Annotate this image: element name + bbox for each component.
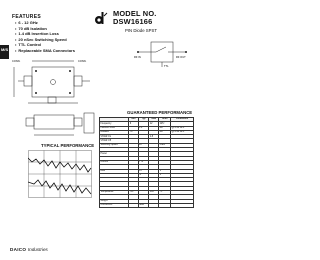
spec-cell (159, 203, 171, 207)
feature-item: • 70 dB Isolation (18, 26, 75, 32)
feature-item: • Replaceable SMA Connectors (18, 48, 75, 54)
outline-drawing (10, 53, 98, 141)
footer-brand (10, 247, 48, 252)
features-list (18, 20, 75, 54)
spec-cell: GHz (159, 122, 171, 126)
spec-column-header: Max (149, 118, 159, 122)
spec-cell: °C (159, 191, 171, 195)
spec-cell: VSWR On (100, 135, 129, 139)
spec-cell: VSWR Off (100, 139, 129, 143)
rf-in-label: RF IN (134, 56, 141, 59)
loss-curve (28, 180, 91, 194)
spec-cell: TTL (138, 160, 149, 164)
features-heading: FEATURES (12, 14, 41, 20)
brand-suffix: Industries (27, 247, 48, 252)
spec-cell: dB (159, 130, 171, 134)
spec-cell: 1.8 (149, 135, 159, 139)
spec-cell: 70 (129, 130, 138, 134)
feature-item: • TTL Control (18, 42, 75, 48)
spec-cell: Weight (100, 199, 129, 203)
model-header (113, 10, 157, 26)
spec-cell: 1.4 (138, 126, 149, 130)
typical-performance-plot (28, 150, 92, 198)
control-label: TTL (164, 65, 169, 68)
spec-cell: dB (159, 126, 171, 130)
spec-column-header: Units (159, 118, 171, 122)
spec-cell: 6 (129, 122, 138, 126)
spec-cell: +5 (138, 169, 149, 173)
spec-cell (149, 203, 159, 207)
section-tab (0, 45, 9, 59)
feature-item: • 6 - 12 GHz (18, 20, 75, 26)
spec-cell: V (159, 173, 171, 177)
spec-cell: Bias (100, 169, 129, 173)
spec-cell: Connectors (100, 203, 129, 207)
model-label: MODEL NO. (113, 9, 157, 18)
guaranteed-performance-title: GUARANTEED PERFORMANCE (127, 110, 193, 115)
conn-label-right: CONN. (78, 60, 87, 63)
spec-cell: @ 6-12 GHz (171, 130, 194, 134)
conn-label-left: CONN. (12, 60, 21, 63)
spec-cell: Power (100, 152, 129, 156)
brand-name: DAICO (10, 247, 27, 252)
spec-cell: +85 (149, 191, 159, 195)
isolation-curve (28, 158, 91, 172)
spec-cell (129, 203, 138, 207)
spec-cell: 20 (138, 143, 149, 147)
product-subtitle: PIN Diode SPST (125, 28, 158, 33)
switch-schematic (134, 38, 190, 68)
spec-column-header: Min (129, 118, 138, 122)
spec-cell: Control (100, 160, 129, 164)
model-number: DSW16166 (113, 17, 153, 26)
daico-logo-icon (94, 11, 108, 25)
spec-table (99, 117, 194, 208)
spec-cell: V (159, 169, 171, 173)
feature-item: • 1.4 dB Insertion Loss (18, 31, 75, 37)
rf-out-label: RF OUT (176, 56, 186, 59)
spec-column-header: Conditions (171, 118, 194, 122)
spec-cell: -5 (138, 173, 149, 177)
spec-cell: 12 (149, 122, 159, 126)
spec-cell: -55 (129, 191, 138, 195)
spec-cell: nSec (159, 143, 171, 147)
spec-row (100, 203, 194, 207)
typical-performance-title: TYPICAL PERFORMANCE (41, 143, 95, 148)
spec-cell: Frequency (100, 122, 129, 126)
spec-cell: @ 6-12 GHz (171, 126, 194, 130)
spec-cell: Isolation (100, 130, 129, 134)
spec-cell (171, 203, 194, 207)
spec-cell: Insertion Loss (100, 126, 129, 130)
feature-item: • 20 nSec Switching Speed (18, 37, 75, 43)
spec-cell: Switching Speed (100, 143, 129, 147)
spec-cell: SMA (138, 203, 149, 207)
spec-column-header: Typ (138, 118, 149, 122)
spec-cell: Temperature (100, 191, 129, 195)
section-tab-label: M/S (1, 47, 9, 52)
